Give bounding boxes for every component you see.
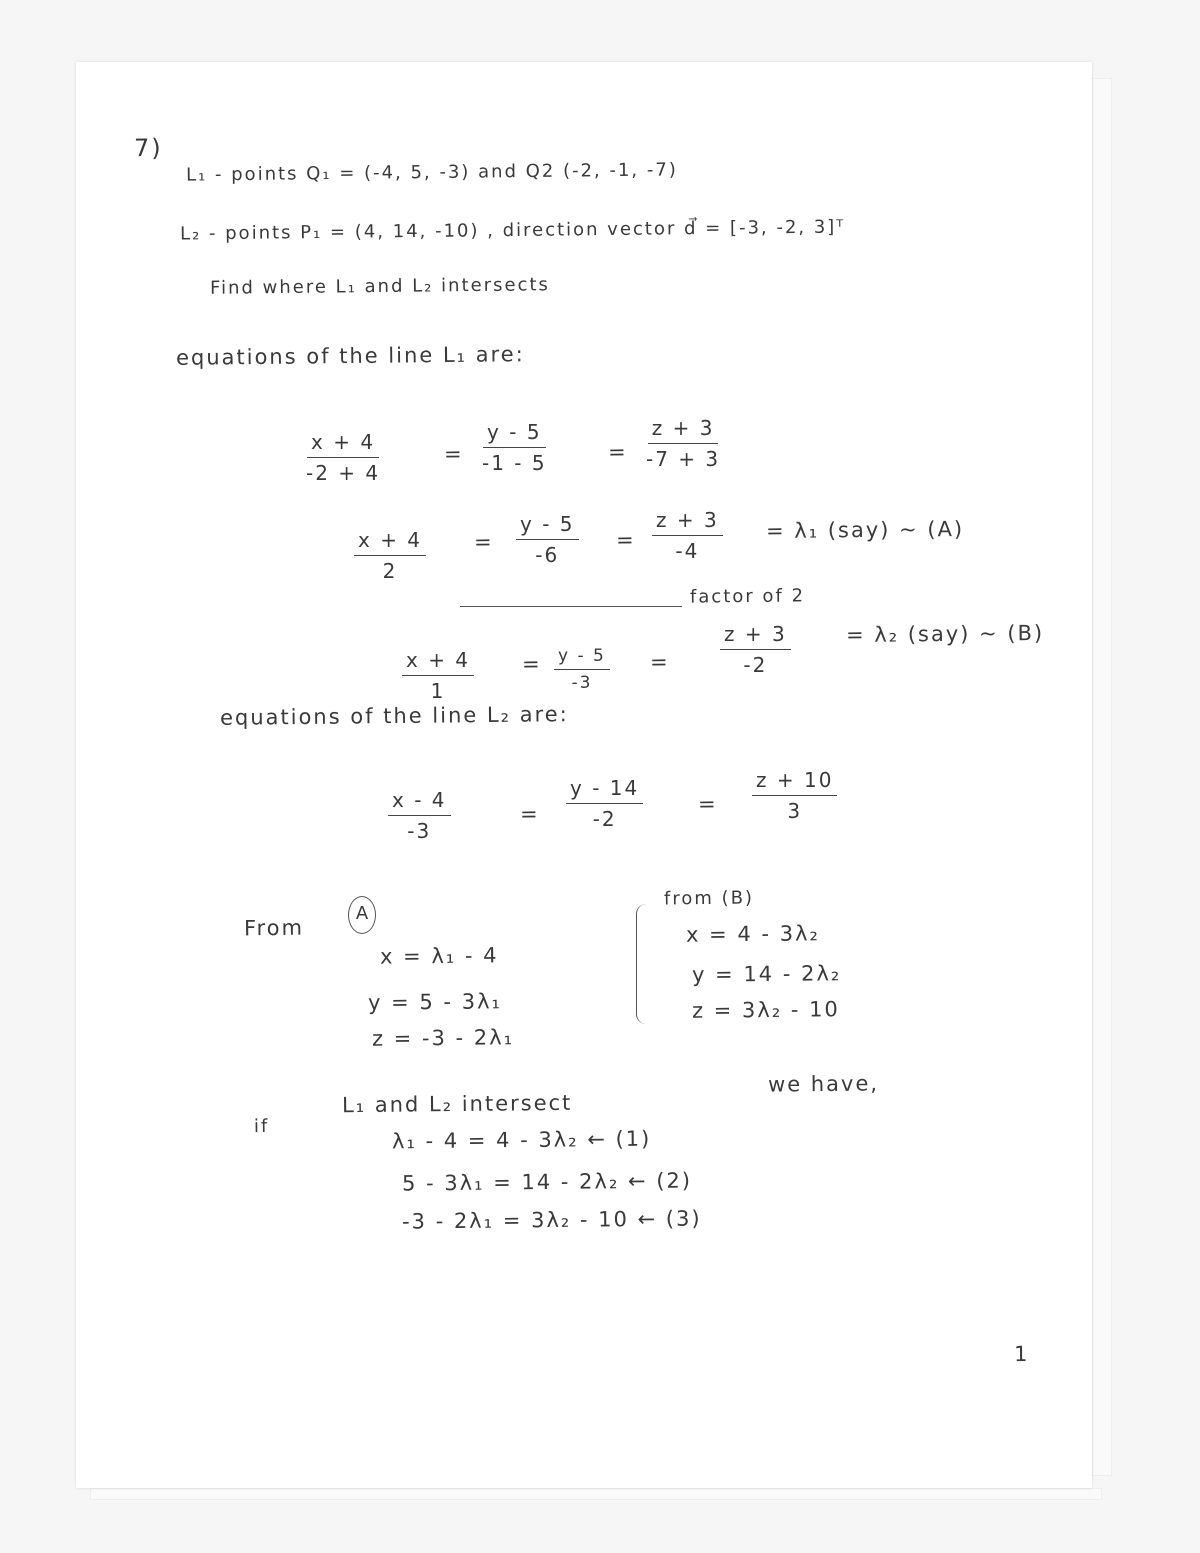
from-b-x: x = 4 - 3λ₂	[685, 921, 820, 947]
paper-edge-bottom	[90, 1488, 1102, 1500]
l1-eq1-y-fraction	[478, 420, 551, 475]
l1-eq3-x-fraction	[402, 648, 474, 703]
factor-underline	[460, 606, 682, 607]
from-a-z: z = -3 - 2λ₁	[371, 1025, 515, 1051]
equals-sign: =	[521, 651, 542, 677]
system-eq-1: λ₁ - 4 = 4 - 3λ₂ ← (1)	[391, 1126, 652, 1154]
factor-note: factor of 2	[689, 585, 806, 608]
fraction-denominator: -3	[407, 819, 432, 843]
from-a-y: y = 5 - 3λ₁	[367, 989, 502, 1015]
l2-y-fraction	[566, 776, 643, 831]
fraction-denominator: -2 + 4	[306, 461, 381, 485]
fraction-denominator: -3	[571, 673, 593, 693]
fraction-denominator: -1 - 5	[482, 451, 547, 475]
fraction-numerator: y - 5	[516, 512, 579, 540]
l2-x-fraction	[388, 788, 451, 843]
fraction-numerator: z + 3	[648, 416, 719, 444]
fraction-numerator: z + 10	[752, 768, 837, 796]
paper-edge-right	[1092, 78, 1112, 1476]
l1-eq3-lambda-b: = λ₂ (say) ~ (B)	[845, 620, 1045, 648]
equals-sign: =	[443, 441, 464, 467]
fraction-denominator: -7 + 3	[646, 447, 721, 471]
l1-eq3-y-fraction	[554, 646, 610, 693]
l1-eq2-lambda-a: = λ₁ (say) ~ (A)	[765, 516, 965, 544]
equals-sign: =	[519, 801, 540, 827]
from-a-x: x = λ₁ - 4	[379, 943, 499, 969]
l2-z-fraction	[752, 768, 837, 823]
page-number: 1	[1013, 1341, 1030, 1367]
fraction-denominator: 2	[382, 559, 398, 583]
fraction-denominator: -6	[535, 543, 560, 567]
fraction-numerator: x - 4	[388, 788, 451, 816]
fraction-numerator: y - 5	[483, 420, 546, 448]
fraction-denominator: 1	[430, 679, 446, 703]
system-eq-3: -3 - 2λ₁ = 3λ₂ - 10 ← (3)	[401, 1206, 702, 1234]
from-a-label: From	[243, 915, 305, 941]
given-l2-points: L₂ - points P₁ = (4, 14, -10) , direction vector d⃗ = [-3, -2, 3]ᵀ	[179, 216, 846, 245]
l1-eq1-x-fraction	[302, 430, 384, 485]
problem-number: 7)	[133, 133, 163, 163]
fraction-numerator: x + 4	[307, 430, 379, 458]
fraction-numerator: z + 3	[720, 622, 791, 650]
fraction-denominator: -2	[743, 653, 768, 677]
equals-sign: =	[607, 439, 628, 465]
notebook-page	[76, 62, 1092, 1488]
system-eq-2: 5 - 3λ₁ = 14 - 2λ₂ ← (2)	[401, 1168, 693, 1196]
l1-eq2-x-fraction	[354, 528, 426, 583]
fraction-denominator: -2	[592, 807, 617, 831]
fraction-denominator: 3	[787, 799, 803, 823]
from-b-z: z = 3λ₂ - 10	[691, 997, 840, 1023]
l2-heading: equations of the line L₂ are:	[219, 702, 569, 730]
fraction-numerator: y - 14	[566, 776, 643, 804]
fraction-numerator: z + 3	[652, 508, 723, 536]
from-b-y: y = 14 - 2λ₂	[691, 961, 842, 987]
equals-sign: =	[473, 529, 494, 555]
l1-eq2-y-fraction	[516, 512, 579, 567]
l1-heading: equations of the line L₁ are:	[175, 342, 525, 370]
find-statement: Find where L₁ and L₂ intersects	[209, 274, 550, 299]
intersect-statement: L₁ and L₂ intersect	[341, 1090, 573, 1118]
we-have: we have,	[767, 1071, 880, 1097]
equals-sign: =	[649, 649, 670, 675]
fraction-denominator: -4	[675, 539, 700, 563]
if-word: if	[253, 1115, 270, 1138]
l1-eq1-z-fraction	[642, 416, 724, 471]
equals-sign: =	[615, 527, 636, 553]
circled-a: A	[348, 896, 376, 934]
fraction-numerator: x + 4	[354, 528, 426, 556]
from-b-label: from (B)	[663, 887, 755, 910]
brace	[636, 904, 653, 1024]
given-l1-points: L₁ - points Q₁ = (-4, 5, -3) and Q2 (-2, -1, -7)	[185, 159, 678, 186]
fraction-numerator: y - 5	[554, 646, 610, 670]
l1-eq2-z-fraction	[652, 508, 723, 563]
l1-eq3-z-fraction	[720, 622, 791, 677]
fraction-numerator: x + 4	[402, 648, 474, 676]
equals-sign: =	[697, 791, 718, 817]
